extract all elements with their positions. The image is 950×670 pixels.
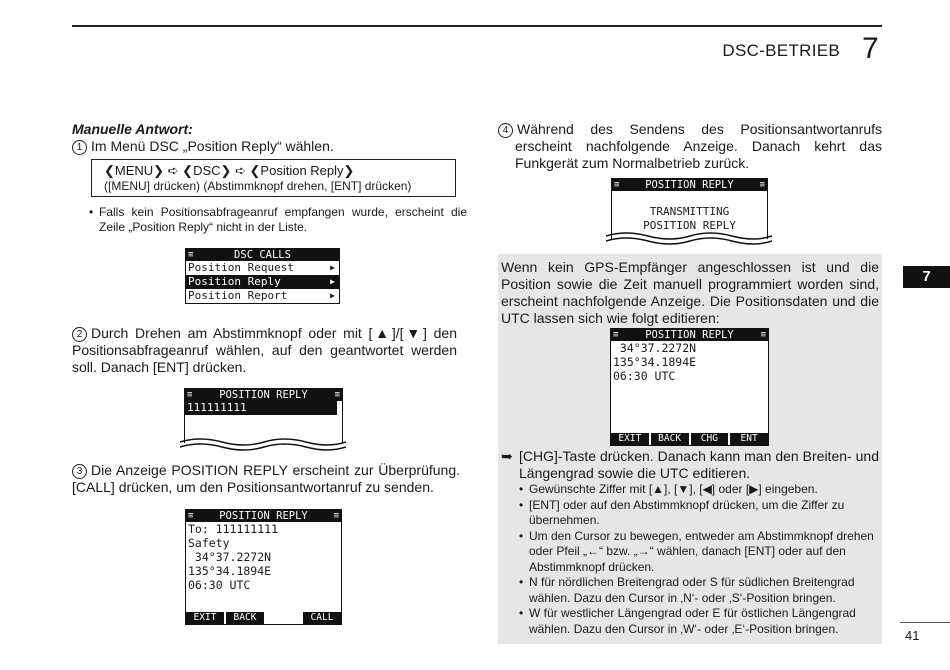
lcd-menu-item-label: Position Report: [188, 289, 288, 302]
softkey-exit: EXIT: [611, 433, 649, 445]
submenu-arrow-icon: ▶: [330, 277, 335, 286]
softkey-chg: CHG: [691, 433, 729, 445]
step-1-text: Im Menü DSC „Position Reply“ wählen.: [91, 138, 334, 154]
step-2: [72, 325, 457, 376]
menu-icon: ≡: [760, 330, 766, 340]
info-text: Wenn kein GPS-Empfänger angeschlossen ist und die Position sowie die Zeit manuell programmiert worden sind, erscheint nachfolgende Anzeige. Die Positionsdaten und die UTC lassen sich wie folgt editieren:: [501, 259, 879, 326]
menu-path-hint: ([MENU] drücken) (Abstimmknopf drehen, [ENT] drücken): [104, 179, 412, 193]
lcd-menu-item-selected: [186, 275, 339, 289]
menu-icon: ≡: [188, 511, 194, 521]
menu-icon: ≡: [333, 511, 339, 521]
list-item: • W für westlicher Längengrad oder E für östlichen Längengrad wählen. Dazu den Cursor in ‚W‘- oder ‚E‘-Position bringen.: [519, 606, 879, 637]
list-item: • Um den Cursor zu bewegen, entweder am Abstimmknopf drehen oder Pfeil „←“ bzw. „→“ wählen, danach [ENT] oder auf den Abstimmknopf drücken.: [519, 529, 879, 576]
softkey-ent: ENT: [730, 433, 768, 445]
softkey-back: BACK: [651, 433, 689, 445]
page-header-title: DSC-BETRIEB: [722, 41, 840, 60]
lcd-position-edit: [610, 328, 769, 446]
menu-path: ❮MENU❯ ➪ ❮DSC❯ ➪ ❮Position Reply❯: [104, 163, 355, 178]
step-1-number: 1: [72, 140, 87, 155]
lcd-title-bar: [612, 179, 767, 191]
lcd-softkeys: [611, 433, 768, 445]
lcd-menu-item-label: Position Reply: [188, 275, 281, 288]
lcd-softkeys: [186, 612, 341, 624]
chg-instruction-text: [CHG]-Taste drücken. Danach kann man den Breiten- und Längengrad sowie die UTC editieren.: [519, 448, 879, 481]
step-2-number: 2: [72, 327, 87, 342]
note-1: [89, 205, 467, 235]
lcd-title: DSC CALLS: [234, 249, 291, 261]
lcd-title-bar: [186, 249, 339, 261]
chg-instruction: [501, 448, 879, 482]
lcd-title: POSITION REPLY: [219, 510, 308, 522]
lcd-line-time: 06:30 UTC: [613, 369, 676, 383]
softkey-exit: EXIT: [186, 612, 224, 624]
menu-icon: ≡: [613, 330, 619, 340]
lcd-dsc-calls: [185, 248, 340, 304]
softkey-back: BACK: [226, 612, 264, 624]
note-bullet: •: [89, 205, 94, 219]
screen-cut-wave: [606, 230, 772, 248]
menu-icon: ≡: [614, 180, 620, 190]
list-item: • Gewünschte Ziffer mit [▲], [▼], [◀] oder [▶] eingeben.: [519, 482, 879, 498]
step-1: [72, 138, 457, 155]
list-item: • [ENT] oder auf den Abstimmknopf drücken, um die Ziffer zu übernehmen.: [519, 498, 879, 529]
chapter-number: 7: [862, 32, 879, 65]
lcd-status-line: TRANSMITTING: [649, 205, 730, 218]
submenu-arrow-icon: ▶: [330, 263, 335, 272]
step-4: [498, 121, 882, 172]
lcd-line-latitude: 34°37.2272N: [613, 341, 697, 355]
lcd-position-reply-list: [184, 388, 343, 443]
list-item: • N für nördlichen Breitengrad oder S für südlichen Breitengrad wählen. Dazu den Cursor in ‚N‘- oder ‚S‘-Position bringen.: [519, 575, 879, 606]
page-number: 41: [905, 628, 920, 643]
menu-icon: ≡: [759, 180, 765, 190]
step-3: [72, 462, 460, 496]
menu-icon: ≡: [334, 390, 340, 400]
page-number-rule: [900, 622, 950, 623]
lcd-line-to: To: 111111111: [188, 522, 279, 536]
edit-bullet-list: [519, 482, 879, 637]
lcd-title-bar: [185, 389, 342, 401]
menu-path-box: [91, 159, 456, 197]
menu-icon: ≡: [188, 250, 194, 260]
lcd-status-line: POSITION REPLY: [643, 219, 736, 232]
lcd-title: POSITION REPLY: [219, 389, 308, 401]
step-2-text: Durch Drehen am Abstimmknopf oder mit [▲]/[▼] den Positionsabfrageanruf wählen, auf den geantwortet werden soll. Danach [ENT] drücken.: [72, 325, 457, 375]
lcd-title: POSITION REPLY: [645, 179, 734, 191]
step-4-number: 4: [498, 123, 513, 138]
lcd-title-bar: [186, 510, 341, 522]
note-1-text: Falls kein Positionsabfrageanruf empfangen wurde, erscheint die Zeile „Position Reply“ nicht in der Liste.: [99, 205, 467, 234]
step-3-number: 3: [72, 464, 87, 479]
lcd-title: POSITION REPLY: [645, 329, 734, 341]
lcd-menu-item-label: Position Request: [188, 261, 294, 274]
section-title: Manuelle Antwort:: [72, 121, 193, 137]
menu-icon: ≡: [187, 390, 193, 400]
step-4-text: Während des Sendens des Positionsantwortanrufs erscheint nachfolgende Anzeige. Danach kehrt das Funkgerät zum Normalbetrieb zurück.: [515, 121, 882, 171]
lcd-menu-item: [186, 261, 339, 275]
header-rule: [72, 25, 882, 27]
lcd-menu-item: [186, 289, 339, 303]
lcd-line-longitude: 135°34.1894E: [613, 355, 697, 369]
step-3-text: Die Anzeige POSITION REPLY erscheint zur Überprüfung. [CALL] drücken, um den Positionsantwortanruf zu senden.: [72, 462, 460, 495]
chapter-side-tab: 7: [903, 266, 950, 288]
lcd-line-longitude: 135°34.1894E: [188, 564, 272, 578]
softkey-blank: [266, 612, 301, 624]
lcd-title-bar: [611, 329, 768, 341]
lcd-list-item-selected: 111111111: [185, 401, 337, 415]
arrow-marker-icon: ➥: [501, 448, 513, 464]
lcd-line-category: Safety: [188, 536, 230, 550]
lcd-position-reply-confirm: [185, 509, 342, 625]
screen-cut-wave: [180, 436, 346, 454]
submenu-arrow-icon: ▶: [330, 291, 335, 300]
lcd-line-time: 06:30 UTC: [188, 578, 251, 592]
softkey-call: CALL: [303, 612, 341, 624]
lcd-line-latitude: 34°37.2272N: [188, 550, 272, 564]
